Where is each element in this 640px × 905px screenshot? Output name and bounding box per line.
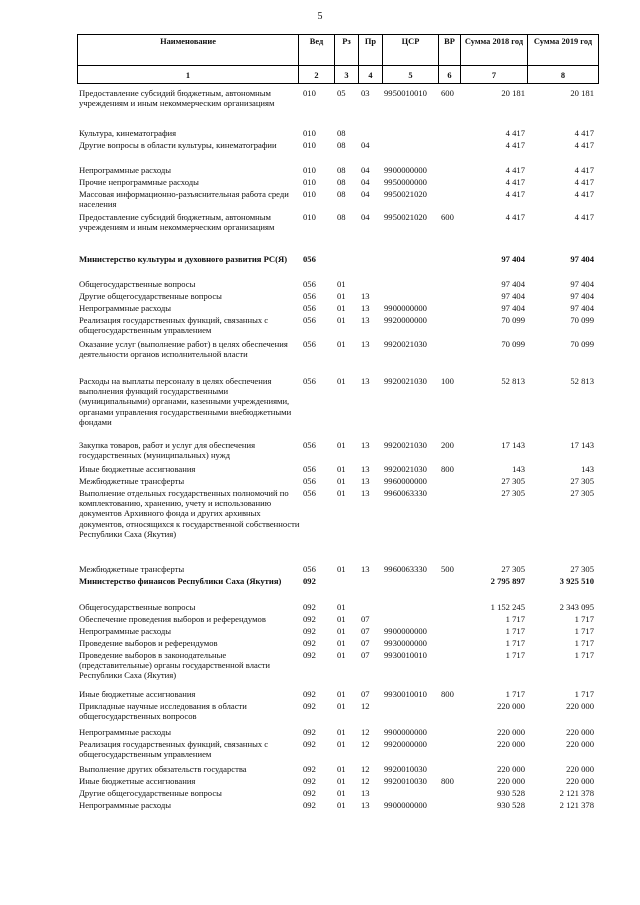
row-sum-2018: 4 417 bbox=[505, 165, 525, 175]
row-sum-2019: 1 717 bbox=[574, 689, 594, 699]
row-name: Оказание услуг (выполнение работ) в целях обеспечения деятельности органов исполнительной власти bbox=[79, 339, 288, 360]
row-sum-2018: 70 099 bbox=[501, 315, 525, 325]
row-name: Межбюджетные трансферты bbox=[79, 564, 185, 574]
row-sum-2018: 1 717 bbox=[505, 614, 525, 624]
row-sum-2019: 17 143 bbox=[570, 440, 594, 450]
row-sum-2018: 2 795 897 bbox=[490, 576, 525, 586]
row-rz: 01 bbox=[337, 376, 346, 386]
row-sum-2019: 70 099 bbox=[570, 339, 594, 349]
row-ved: 056 bbox=[303, 291, 316, 301]
row-rz: 01 bbox=[337, 291, 346, 301]
row-pr: 12 bbox=[361, 701, 370, 711]
row-name: Прочие непрограммные расходы bbox=[79, 177, 199, 187]
row-rz: 01 bbox=[337, 476, 346, 486]
column-header-rz: Рз bbox=[335, 35, 359, 66]
row-ved: 010 bbox=[303, 128, 316, 138]
row-sum-2019: 52 813 bbox=[570, 376, 594, 386]
row-name: Массовая информационно-разъяснительная работа среди населения bbox=[79, 189, 289, 210]
row-name: Закупка товаров, работ и услуг для обеспечения государственных (муниципальных) нужд bbox=[79, 440, 256, 461]
row-name: Другие вопросы в области культуры, кинематографии bbox=[79, 140, 277, 150]
row-name: Проведение выборов и референдумов bbox=[79, 638, 218, 648]
row-vr: 100 bbox=[441, 376, 454, 386]
row-csr: 9930010010 bbox=[384, 689, 427, 699]
row-name: Непрограммные расходы bbox=[79, 800, 172, 810]
row-rz: 01 bbox=[337, 440, 346, 450]
column-number: 4 bbox=[359, 66, 383, 84]
row-sum-2018: 220 000 bbox=[497, 701, 525, 711]
row-sum-2019: 220 000 bbox=[566, 764, 594, 774]
row-sum-2019: 4 417 bbox=[574, 189, 594, 199]
row-csr: 9920021030 bbox=[384, 376, 427, 386]
row-name: Другие общегосударственные вопросы bbox=[79, 788, 222, 798]
row-sum-2019: 1 717 bbox=[574, 650, 594, 660]
column-number: 3 bbox=[335, 66, 359, 84]
row-vr: 500 bbox=[441, 564, 454, 574]
row-sum-2019: 1 717 bbox=[574, 638, 594, 648]
column-number: 5 bbox=[383, 66, 439, 84]
column-number: 1 bbox=[78, 66, 299, 84]
row-sum-2018: 27 305 bbox=[501, 476, 525, 486]
row-name: Иные бюджетные ассигнования bbox=[79, 464, 196, 474]
row-ved: 092 bbox=[303, 602, 316, 612]
row-rz: 01 bbox=[337, 315, 346, 325]
row-sum-2019: 220 000 bbox=[566, 776, 594, 786]
row-sum-2019: 97 404 bbox=[570, 254, 594, 264]
row-vr: 800 bbox=[441, 464, 454, 474]
row-ved: 056 bbox=[303, 476, 316, 486]
row-csr: 9900000000 bbox=[384, 800, 427, 810]
row-sum-2019: 143 bbox=[581, 464, 594, 474]
row-name: Непрограммные расходы bbox=[79, 165, 172, 175]
row-ved: 092 bbox=[303, 689, 316, 699]
row-csr: 9900000000 bbox=[384, 727, 427, 737]
row-sum-2018: 4 417 bbox=[505, 177, 525, 187]
row-ved: 056 bbox=[303, 339, 316, 349]
row-csr: 9930010010 bbox=[384, 650, 427, 660]
row-sum-2018: 220 000 bbox=[497, 727, 525, 737]
row-sum-2018: 4 417 bbox=[505, 128, 525, 138]
row-ved: 056 bbox=[303, 376, 316, 386]
row-sum-2019: 220 000 bbox=[566, 701, 594, 711]
row-ved: 010 bbox=[303, 165, 316, 175]
row-sum-2018: 1 717 bbox=[505, 650, 525, 660]
row-rz: 01 bbox=[337, 279, 346, 289]
row-rz: 01 bbox=[337, 464, 346, 474]
row-rz: 01 bbox=[337, 602, 346, 612]
row-rz: 01 bbox=[337, 339, 346, 349]
row-pr: 07 bbox=[361, 638, 370, 648]
row-csr: 9930000000 bbox=[384, 638, 427, 648]
column-header-ved: Вед bbox=[299, 35, 335, 66]
row-sum-2019: 4 417 bbox=[574, 165, 594, 175]
row-rz: 01 bbox=[337, 614, 346, 624]
row-vr: 600 bbox=[441, 88, 454, 98]
row-sum-2019: 220 000 bbox=[566, 739, 594, 749]
row-rz: 01 bbox=[337, 488, 346, 498]
row-name: Проведение выборов в законодательные (представительные) органы государственной власти Республики Саха (Якутия) bbox=[79, 650, 271, 681]
row-pr: 13 bbox=[361, 315, 370, 325]
row-pr: 07 bbox=[361, 626, 370, 636]
row-csr: 9920000000 bbox=[384, 315, 427, 325]
row-sum-2018: 4 417 bbox=[505, 140, 525, 150]
row-sum-2018: 143 bbox=[512, 464, 525, 474]
row-rz: 01 bbox=[337, 764, 346, 774]
row-sum-2019: 20 181 bbox=[570, 88, 594, 98]
column-number: 2 bbox=[299, 66, 335, 84]
row-vr: 800 bbox=[441, 776, 454, 786]
row-rz: 01 bbox=[337, 638, 346, 648]
row-pr: 03 bbox=[361, 88, 370, 98]
row-name: Непрограммные расходы bbox=[79, 727, 172, 737]
row-sum-2019: 27 305 bbox=[570, 476, 594, 486]
row-sum-2019: 4 417 bbox=[574, 212, 594, 222]
row-pr: 13 bbox=[361, 440, 370, 450]
row-sum-2019: 2 343 095 bbox=[559, 602, 594, 612]
row-pr: 12 bbox=[361, 776, 370, 786]
row-vr: 800 bbox=[441, 689, 454, 699]
row-pr: 13 bbox=[361, 788, 370, 798]
row-name: Межбюджетные трансферты bbox=[79, 476, 185, 486]
row-name: Иные бюджетные ассигнования bbox=[79, 689, 196, 699]
row-sum-2019: 220 000 bbox=[566, 727, 594, 737]
row-name: Непрограммные расходы bbox=[79, 303, 172, 313]
row-sum-2018: 4 417 bbox=[505, 212, 525, 222]
row-rz: 01 bbox=[337, 739, 346, 749]
row-ved: 056 bbox=[303, 564, 316, 574]
row-vr: 200 bbox=[441, 440, 454, 450]
row-pr: 13 bbox=[361, 339, 370, 349]
column-header-sum-2019: Сумма 2019 год bbox=[528, 35, 599, 66]
row-sum-2019: 2 121 378 bbox=[559, 800, 594, 810]
row-pr: 13 bbox=[361, 303, 370, 313]
row-name: Реализация государственных функций, связанных с общегосударственным управлением bbox=[79, 315, 269, 336]
row-csr: 9950021020 bbox=[384, 212, 427, 222]
row-rz: 01 bbox=[337, 800, 346, 810]
column-header-pr: Пр bbox=[359, 35, 383, 66]
row-sum-2019: 3 925 510 bbox=[559, 576, 594, 586]
row-sum-2019: 97 404 bbox=[570, 279, 594, 289]
row-name: Обеспечение проведения выборов и референдумов bbox=[79, 614, 266, 624]
row-pr: 07 bbox=[361, 614, 370, 624]
row-ved: 092 bbox=[303, 788, 316, 798]
column-number: 6 bbox=[439, 66, 461, 84]
row-rz: 08 bbox=[337, 128, 346, 138]
row-csr: 9950021020 bbox=[384, 189, 427, 199]
row-name: Расходы на выплаты персоналу в целях обеспечения выполнения функций государственными (муниципальными) органами, казенными учреждениями, органами управления государственными внебюджетными фондами bbox=[79, 376, 292, 427]
row-ved: 056 bbox=[303, 464, 316, 474]
page-number: 5 bbox=[317, 11, 323, 22]
row-pr: 12 bbox=[361, 727, 370, 737]
row-sum-2019: 4 417 bbox=[574, 128, 594, 138]
row-name: Министерство культуры и духовного развития РС(Я) bbox=[79, 254, 288, 264]
row-csr: 9900000000 bbox=[384, 626, 427, 636]
row-csr: 9920021030 bbox=[384, 464, 427, 474]
row-ved: 056 bbox=[303, 254, 316, 264]
row-sum-2018: 20 181 bbox=[501, 88, 525, 98]
row-ved: 092 bbox=[303, 701, 316, 711]
column-number: 8 bbox=[528, 66, 599, 84]
row-ved: 092 bbox=[303, 764, 316, 774]
row-ved: 092 bbox=[303, 650, 316, 660]
row-name: Иные бюджетные ассигнования bbox=[79, 776, 196, 786]
row-name: Предоставление субсидий бюджетным, автономным учреждениям и иным некоммерческим организациям bbox=[79, 88, 275, 109]
row-pr: 13 bbox=[361, 800, 370, 810]
column-number: 7 bbox=[461, 66, 528, 84]
row-csr: 9900000000 bbox=[384, 165, 427, 175]
row-rz: 08 bbox=[337, 177, 346, 187]
row-ved: 056 bbox=[303, 303, 316, 313]
row-pr: 13 bbox=[361, 291, 370, 301]
row-sum-2018: 27 305 bbox=[501, 488, 525, 498]
row-name: Выполнение других обязательств государства bbox=[79, 764, 247, 774]
row-pr: 04 bbox=[361, 177, 370, 187]
row-ved: 056 bbox=[303, 315, 316, 325]
row-pr: 12 bbox=[361, 764, 370, 774]
row-pr: 13 bbox=[361, 564, 370, 574]
row-pr: 04 bbox=[361, 189, 370, 199]
row-name: Другие общегосударственные вопросы bbox=[79, 291, 222, 301]
row-sum-2018: 70 099 bbox=[501, 339, 525, 349]
row-csr: 9960000000 bbox=[384, 476, 427, 486]
row-sum-2018: 1 717 bbox=[505, 626, 525, 636]
row-sum-2018: 97 404 bbox=[501, 303, 525, 313]
row-sum-2018: 97 404 bbox=[501, 254, 525, 264]
row-rz: 01 bbox=[337, 626, 346, 636]
row-ved: 092 bbox=[303, 626, 316, 636]
row-csr: 9950010010 bbox=[384, 88, 427, 98]
row-sum-2019: 27 305 bbox=[570, 564, 594, 574]
row-rz: 01 bbox=[337, 727, 346, 737]
row-sum-2018: 97 404 bbox=[501, 279, 525, 289]
row-ved: 092 bbox=[303, 638, 316, 648]
column-header-csr: ЦСР bbox=[383, 35, 439, 66]
row-ved: 010 bbox=[303, 88, 316, 98]
row-sum-2019: 97 404 bbox=[570, 303, 594, 313]
row-csr: 9920010030 bbox=[384, 764, 427, 774]
row-pr: 12 bbox=[361, 739, 370, 749]
row-ved: 092 bbox=[303, 727, 316, 737]
row-csr: 9900000000 bbox=[384, 303, 427, 313]
row-sum-2019: 1 717 bbox=[574, 614, 594, 624]
row-pr: 13 bbox=[361, 488, 370, 498]
row-sum-2018: 27 305 bbox=[501, 564, 525, 574]
row-pr: 13 bbox=[361, 464, 370, 474]
row-rz: 01 bbox=[337, 776, 346, 786]
row-sum-2018: 97 404 bbox=[501, 291, 525, 301]
row-ved: 010 bbox=[303, 140, 316, 150]
row-sum-2018: 1 152 245 bbox=[490, 602, 525, 612]
row-sum-2018: 220 000 bbox=[497, 764, 525, 774]
row-pr: 13 bbox=[361, 476, 370, 486]
row-rz: 08 bbox=[337, 189, 346, 199]
row-name: Общегосударственные вопросы bbox=[79, 602, 196, 612]
row-rz: 01 bbox=[337, 689, 346, 699]
row-csr: 9920010030 bbox=[384, 776, 427, 786]
row-ved: 010 bbox=[303, 212, 316, 222]
row-sum-2018: 930 528 bbox=[497, 788, 525, 798]
row-sum-2018: 1 717 bbox=[505, 689, 525, 699]
row-pr: 04 bbox=[361, 165, 370, 175]
row-ved: 056 bbox=[303, 440, 316, 450]
row-name: Культура, кинематография bbox=[79, 128, 177, 138]
row-sum-2018: 220 000 bbox=[497, 739, 525, 749]
row-rz: 01 bbox=[337, 303, 346, 313]
row-csr: 9950000000 bbox=[384, 177, 427, 187]
row-sum-2019: 2 121 378 bbox=[559, 788, 594, 798]
row-sum-2019: 27 305 bbox=[570, 488, 594, 498]
row-rz: 01 bbox=[337, 650, 346, 660]
row-ved: 092 bbox=[303, 614, 316, 624]
row-sum-2019: 70 099 bbox=[570, 315, 594, 325]
row-pr: 04 bbox=[361, 140, 370, 150]
row-rz: 01 bbox=[337, 701, 346, 711]
row-sum-2019: 1 717 bbox=[574, 626, 594, 636]
row-rz: 08 bbox=[337, 165, 346, 175]
row-name: Министерство финансов Республики Саха (Якутия) bbox=[79, 576, 282, 586]
row-sum-2019: 4 417 bbox=[574, 140, 594, 150]
column-header-name: Наименование bbox=[78, 35, 299, 66]
row-pr: 04 bbox=[361, 212, 370, 222]
row-name: Общегосударственные вопросы bbox=[79, 279, 196, 289]
row-csr: 9920000000 bbox=[384, 739, 427, 749]
row-sum-2018: 52 813 bbox=[501, 376, 525, 386]
row-sum-2019: 97 404 bbox=[570, 291, 594, 301]
row-ved: 092 bbox=[303, 576, 316, 586]
row-sum-2018: 17 143 bbox=[501, 440, 525, 450]
row-csr: 9920021030 bbox=[384, 339, 427, 349]
row-csr: 9960063330 bbox=[384, 488, 427, 498]
row-ved: 092 bbox=[303, 776, 316, 786]
row-ved: 092 bbox=[303, 800, 316, 810]
row-pr: 07 bbox=[361, 650, 370, 660]
row-csr: 9960063330 bbox=[384, 564, 427, 574]
row-rz: 08 bbox=[337, 212, 346, 222]
column-header-sum-2018: Сумма 2018 год bbox=[461, 35, 528, 66]
row-pr: 13 bbox=[361, 376, 370, 386]
row-ved: 092 bbox=[303, 739, 316, 749]
row-name: Непрограммные расходы bbox=[79, 626, 172, 636]
row-ved: 056 bbox=[303, 488, 316, 498]
row-sum-2018: 220 000 bbox=[497, 776, 525, 786]
row-csr: 9920021030 bbox=[384, 440, 427, 450]
row-name: Выполнение отдельных государственных полномочий по комплектованию, хранению, учету и использованию документов Архивного фонда и других архивных документов, относящихся к государственной собственности Республики Саха (Якутия) bbox=[79, 488, 300, 539]
row-rz: 01 bbox=[337, 788, 346, 798]
row-sum-2019: 4 417 bbox=[574, 177, 594, 187]
row-name: Реализация государственных функций, связанных с общегосударственным управлением bbox=[79, 739, 269, 760]
row-sum-2018: 4 417 bbox=[505, 189, 525, 199]
row-name: Прикладные научные исследования в области общегосударственных вопросов bbox=[79, 701, 247, 722]
row-name: Предоставление субсидий бюджетным, автономным учреждениям и иным некоммерческим организациям bbox=[79, 212, 275, 233]
row-rz: 08 bbox=[337, 140, 346, 150]
row-ved: 010 bbox=[303, 189, 316, 199]
column-header-vr: ВР bbox=[439, 35, 461, 66]
row-ved: 010 bbox=[303, 177, 316, 187]
row-rz: 01 bbox=[337, 564, 346, 574]
row-pr: 07 bbox=[361, 689, 370, 699]
row-sum-2018: 930 528 bbox=[497, 800, 525, 810]
row-rz: 05 bbox=[337, 88, 346, 98]
row-vr: 600 bbox=[441, 212, 454, 222]
row-ved: 056 bbox=[303, 279, 316, 289]
row-sum-2018: 1 717 bbox=[505, 638, 525, 648]
